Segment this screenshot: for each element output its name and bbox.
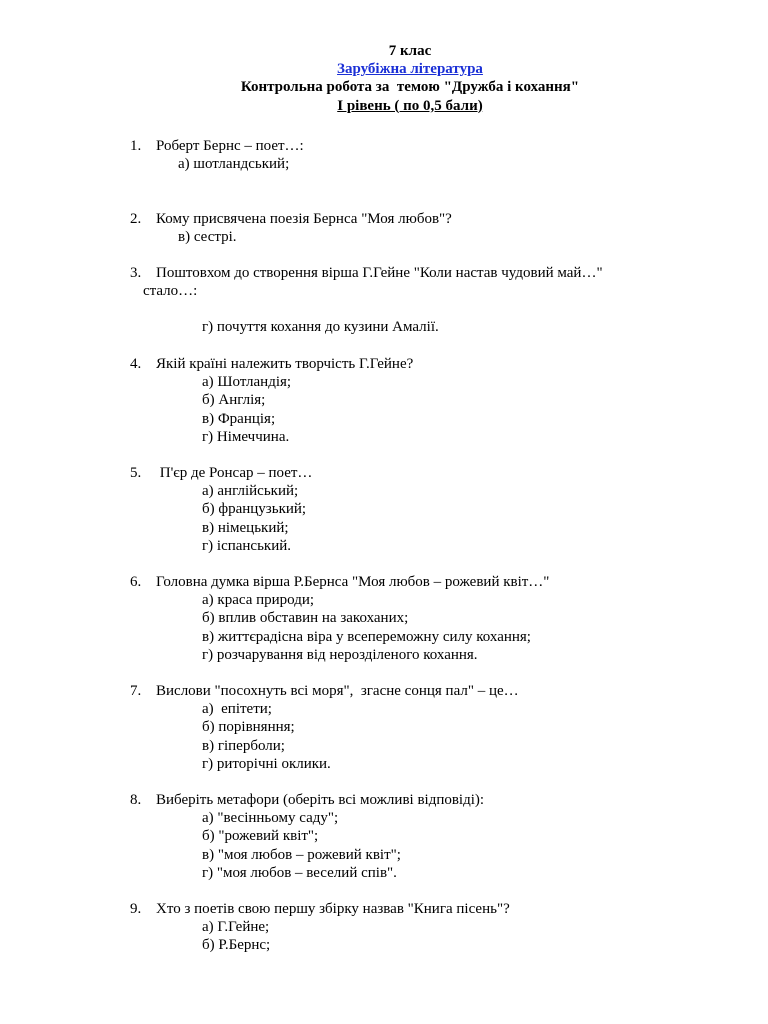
answer-option: г) риторічні оклики. xyxy=(202,755,331,772)
answer-option: в) життєрадісна віра у всепереможну силу кохання; xyxy=(202,628,531,645)
question-text: Виберіть метафори (оберіть всі можливі відповіді): xyxy=(156,792,485,808)
question-number: 7. xyxy=(130,683,142,699)
question-number: 6. xyxy=(130,574,142,590)
question-1 xyxy=(130,137,728,173)
level-heading: І рівень ( по 0,5 бали) xyxy=(337,97,483,114)
question-4 xyxy=(130,355,728,446)
answer-option: б) "рожевий квіт"; xyxy=(202,828,319,845)
answer-option: б) порівняння; xyxy=(202,719,295,736)
question-text: Поштовхом до створення вірша Г.Гейне "Коли настав чудовий май…" xyxy=(156,265,603,281)
answer-option: а) "весінньому саду"; xyxy=(202,810,339,827)
answer-option: а) Шотландія; xyxy=(202,374,292,391)
question-number: 2. xyxy=(130,211,142,227)
answer-option: а) шотландський; xyxy=(178,156,290,173)
answer-option: в) гіперболи; xyxy=(202,737,285,754)
answer-option: б) Англія; xyxy=(202,392,266,409)
answer-option: а) Г.Гейне; xyxy=(202,919,270,936)
question-7 xyxy=(130,682,728,773)
subject-link[interactable]: Зарубіжна література xyxy=(337,61,483,78)
question-text-continued: стало…: xyxy=(143,283,198,300)
question-text: П'єр де Ронсар – поет… xyxy=(156,465,313,481)
question-text: Вислови "посохнуть всі моря", згасне сонця пал" – це… xyxy=(156,683,519,699)
question-number: 9. xyxy=(130,901,142,917)
question-text: Головна думка вірша Р.Бернса "Моя любов – рожевий квіт…" xyxy=(156,574,550,590)
question-6 xyxy=(130,573,728,664)
question-text: Хто з поетів свою першу збірку назвав "Книга пісень"? xyxy=(156,901,510,917)
question-number: 8. xyxy=(130,792,142,808)
question-2 xyxy=(130,210,728,246)
question-number: 5. xyxy=(130,465,142,481)
question-number: 3. xyxy=(130,265,142,281)
answer-option: г) іспанський. xyxy=(202,537,292,554)
question-number: 4. xyxy=(130,356,142,372)
answer-option: г) розчарування від нерозділеного кохання. xyxy=(202,646,478,663)
answer-option: а) краса природи; xyxy=(202,592,315,609)
answer-option: в) Франція; xyxy=(202,410,276,427)
question-8 xyxy=(130,791,728,882)
document-header xyxy=(0,42,768,115)
answer-option: б) Р.Бернс; xyxy=(202,937,271,954)
answer-option: г) почуття кохання до кузини Амалії. xyxy=(202,319,439,336)
answer-option: в) сестрі. xyxy=(178,229,237,246)
question-9 xyxy=(130,900,728,955)
answer-option: г) Німеччина. xyxy=(202,428,290,445)
answer-option: а) епітети; xyxy=(202,701,272,718)
test-title: Контрольна робота за темою "Дружба і кохання" xyxy=(240,79,580,96)
answer-option: г) "моя любов – веселий спів". xyxy=(202,864,397,881)
question-5 xyxy=(130,464,728,555)
question-text: Кому присвячена поезія Бернса "Моя любов"? xyxy=(156,211,452,227)
question-text: Роберт Бернс – поет…: xyxy=(156,138,304,154)
question-number: 1. xyxy=(130,138,142,154)
answer-option: а) англійський; xyxy=(202,483,299,500)
question-3 xyxy=(130,264,728,337)
answer-option: в) "моя любов – рожевий квіт"; xyxy=(202,846,401,863)
question-text: Якій країні належить творчість Г.Гейне? xyxy=(156,356,414,372)
grade-heading: 7 клас xyxy=(388,43,432,59)
answer-option: б) вплив обставин на закоханих; xyxy=(202,610,409,627)
answer-option: в) німецький; xyxy=(202,519,289,536)
answer-option: б) французький; xyxy=(202,501,307,518)
